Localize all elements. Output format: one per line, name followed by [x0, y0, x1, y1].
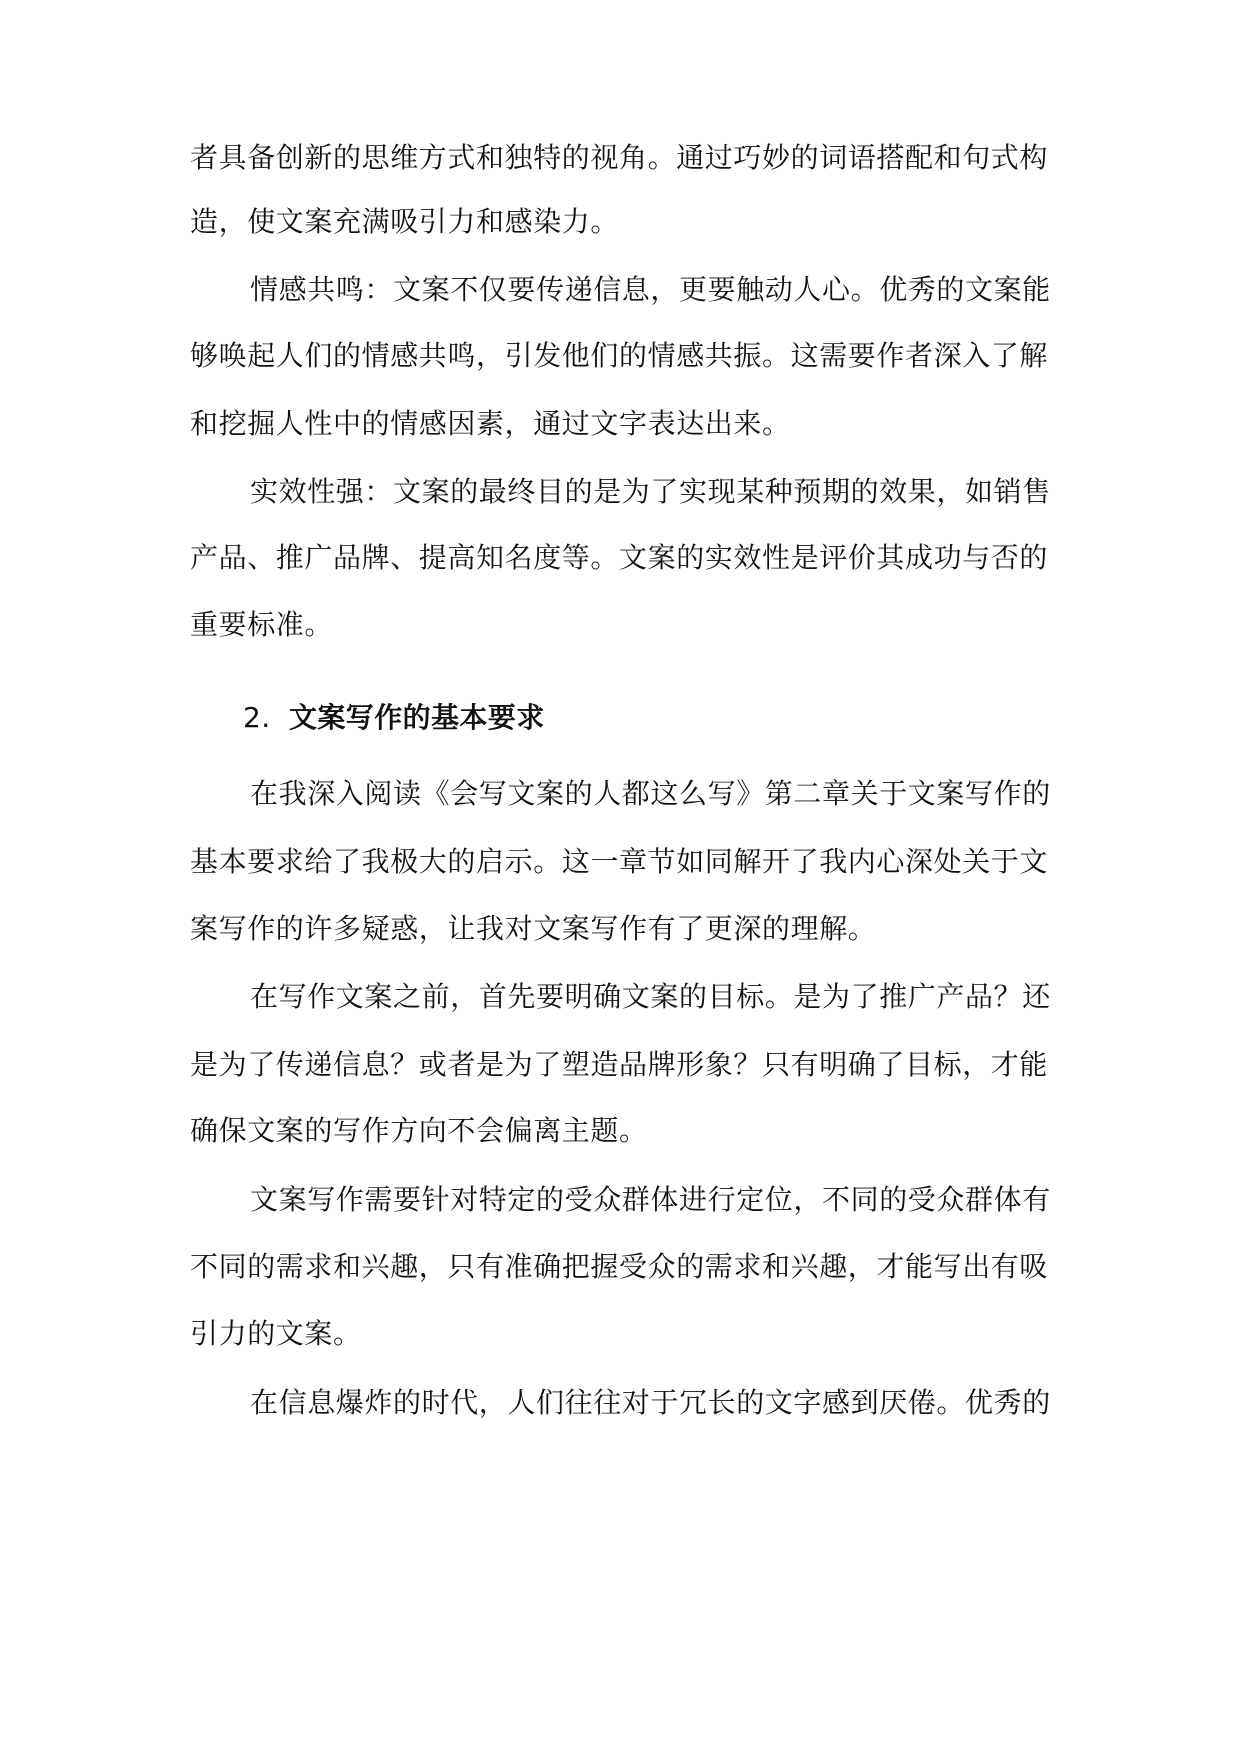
text-line: 在信息爆炸的时代，人们往往对于冗长的文字感到厌倦。优秀的 — [250, 1386, 1051, 1419]
text-line: 案写作的许多疑惑，让我对文案写作有了更深的理解。 — [190, 912, 877, 945]
text-line: 引力的文案。 — [190, 1317, 362, 1350]
text-line: 文案写作需要针对特定的受众群体进行定位，不同的受众群体有 — [250, 1183, 1051, 1216]
text-line: 重要标准。 — [190, 608, 334, 641]
text-line: 情感共鸣：文案不仅要传递信息，更要触动人心。优秀的文案能 — [250, 273, 1051, 306]
text-line: 和挖掘人性中的情感因素，通过文字表达出来。 — [190, 407, 791, 440]
text-line: 在我深入阅读《会写文案的人都这么写》第二章关于文案写作的 — [250, 777, 1051, 810]
section-number: 2. — [243, 701, 271, 734]
text-line: 造，使文案充满吸引力和感染力。 — [190, 205, 620, 238]
text-line: 实效性强：文案的最终目的是为了实现某种预期的效果，如销售 — [250, 475, 1051, 508]
section-heading — [243, 698, 1113, 738]
text-line: 者具备创新的思维方式和独特的视角。通过巧妙的词语搭配和句式构 — [190, 141, 1049, 174]
text-line: 基本要求给了我极大的启示。这一章节如同解开了我内心深处关于文 — [190, 845, 1049, 878]
text-line: 是为了传递信息？或者是为了塑造品牌形象？只有明确了目标，才能 — [190, 1048, 1049, 1081]
section-title: 文案写作的基本要求 — [289, 701, 545, 734]
text-line: 在写作文案之前，首先要明确文案的目标。是为了推广产品？还 — [250, 980, 1051, 1013]
text-line: 确保文案的写作方向不会偏离主题。 — [190, 1114, 648, 1147]
text-line: 产品、推广品牌、提高知名度等。文案的实效性是评价其成功与否的 — [190, 541, 1049, 574]
text-line: 不同的需求和兴趣，只有准确把握受众的需求和兴趣，才能写出有吸 — [190, 1250, 1049, 1283]
text-line: 够唤起人们的情感共鸣，引发他们的情感共振。这需要作者深入了解 — [190, 339, 1049, 372]
